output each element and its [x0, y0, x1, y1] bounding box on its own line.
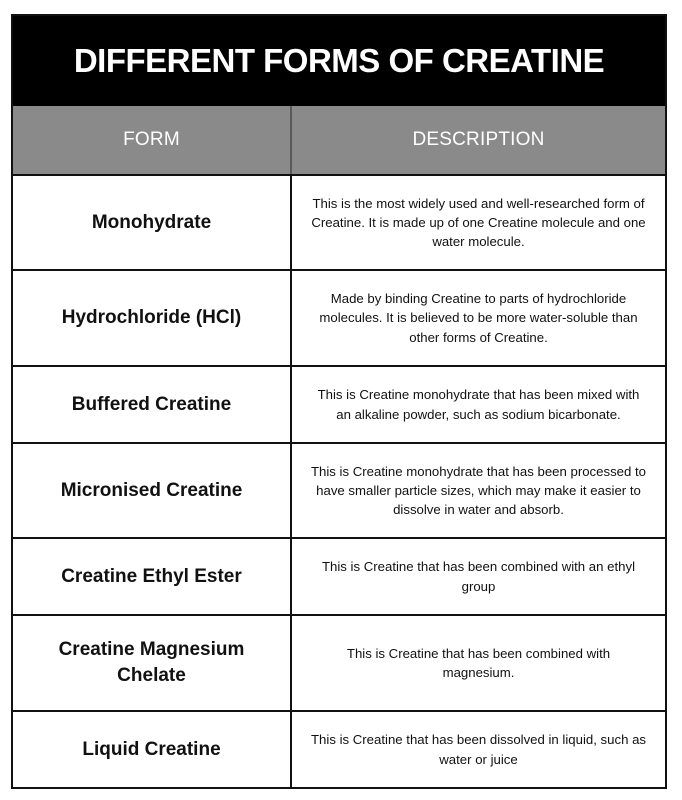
- form-name: Liquid Creatine: [82, 738, 221, 760]
- form-cell: [13, 271, 292, 365]
- header-description: DESCRIPTION: [412, 129, 545, 150]
- form-description: This is Creatine that has been dissolved in liquid, such as water or juice: [311, 732, 646, 767]
- form-description: Made by binding Creatine to parts of hydrochloride molecules. It is believed to be more water-soluble than other forms of Creatine.: [319, 291, 638, 345]
- table-row: [13, 442, 665, 537]
- form-cell: [13, 539, 292, 614]
- form-name: Creatine Magnesium Chelate: [58, 639, 245, 686]
- description-cell: [292, 712, 665, 787]
- table-row: [13, 710, 665, 787]
- description-cell: [292, 616, 665, 710]
- form-name: Micronised Creatine: [60, 479, 243, 501]
- table-row: [13, 174, 665, 269]
- table-row: [13, 365, 665, 442]
- form-cell: [13, 444, 292, 537]
- form-description: This is Creatine that has been combined with an ethyl group: [321, 559, 635, 594]
- form-name: Creatine Ethyl Ester: [61, 565, 242, 587]
- table-header-row: [13, 106, 665, 174]
- table-row: [13, 269, 665, 365]
- form-description: This is Creatine monohydrate that has been processed to have smaller particle sizes, which may make it easier to dissolve in water and absorb.: [310, 463, 646, 518]
- header-form: FORM: [13, 106, 292, 174]
- form-description: This is Creatine monohydrate that has been mixed with an alkaline powder, such as sodium bicarbonate.: [317, 387, 640, 422]
- form-name: Buffered Creatine: [71, 393, 232, 415]
- form-cell: [13, 616, 292, 710]
- table-row: [13, 537, 665, 614]
- form-description: This is the most widely used and well-researched form of Creatine. It is made up of one Creatine molecule and one water molecule.: [311, 195, 646, 250]
- form-cell: [13, 367, 292, 442]
- description-cell: [292, 539, 665, 614]
- form-description: This is Creatine that has been combined with magnesium.: [346, 645, 611, 680]
- creatine-forms-table: [11, 14, 667, 789]
- form-cell: [13, 712, 292, 787]
- form-cell: [13, 176, 292, 269]
- table-title: DIFFERENT FORMS OF CREATINE: [13, 16, 665, 106]
- table-row: [13, 614, 665, 710]
- description-cell: [292, 444, 665, 537]
- form-name: Hydrochloride (HCl): [61, 307, 242, 329]
- form-name: Monohydrate: [91, 211, 212, 233]
- description-cell: [292, 367, 665, 442]
- description-cell: [292, 271, 665, 365]
- description-cell: [292, 176, 665, 269]
